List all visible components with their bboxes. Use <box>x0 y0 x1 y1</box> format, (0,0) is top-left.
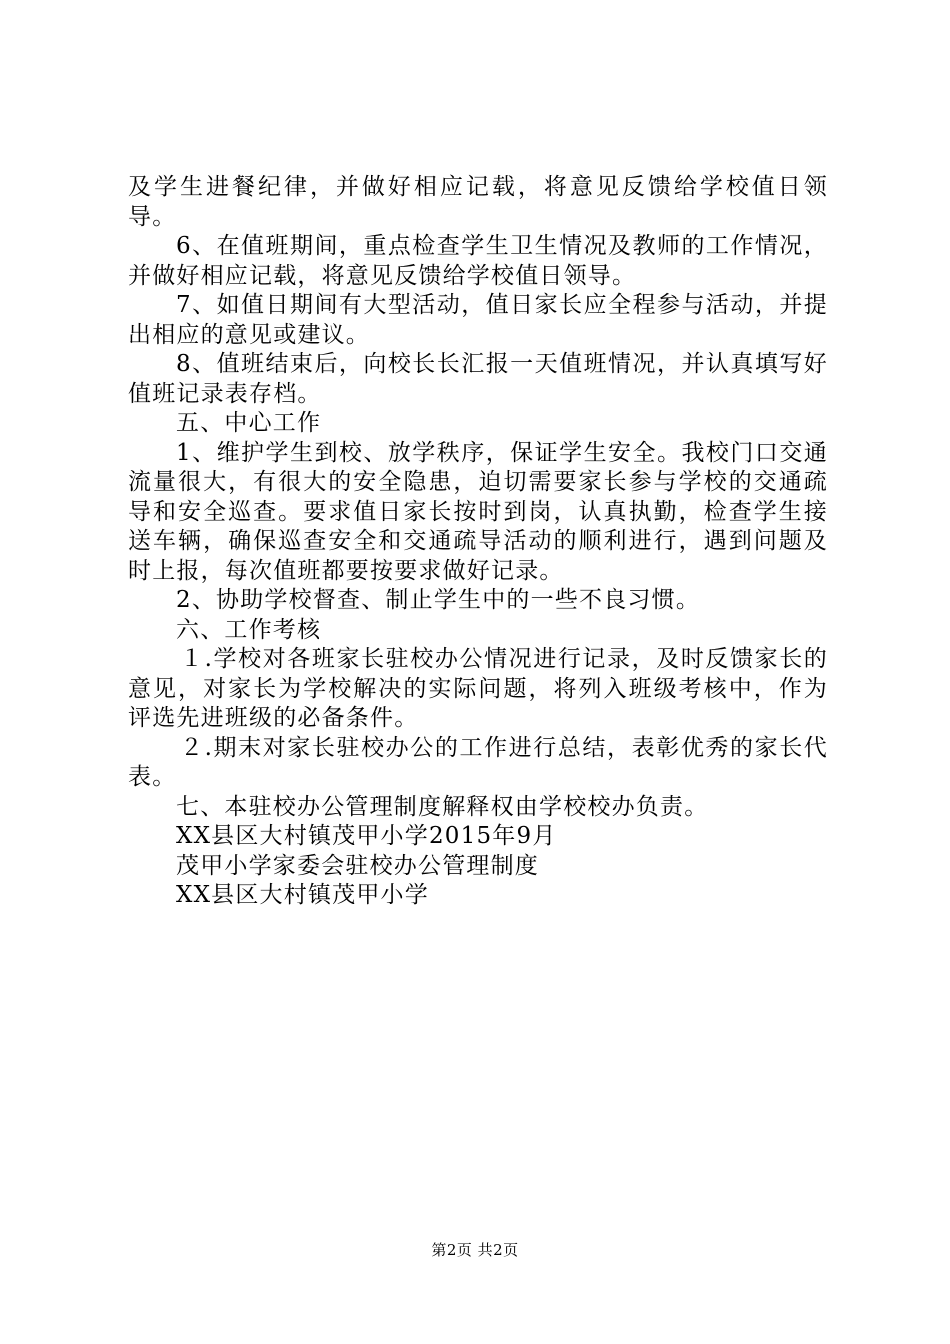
paragraph-assess-1: １.学校对各班家长驻校办公情况进行记录，及时反馈家长的意见，对家长为学校解决的实际问题，将列入班级考核中，作为评选先进班级的必备条件。 <box>128 646 828 731</box>
page-footer <box>0 1240 950 1260</box>
school-date-line: XX县区大村镇茂甲小学2015年9月 <box>176 823 557 849</box>
document-body <box>128 173 828 911</box>
paragraph-assess-2: ２.期末对家长驻校办公的工作进行总结，表彰优秀的家长代表。 <box>128 734 828 790</box>
paragraph-work-2: 2、协助学校督查、制止学生中的一些不良习惯。 <box>176 587 701 613</box>
section-heading-6: 六、工作考核 <box>176 616 322 643</box>
paragraph-continuation: 及学生进餐纪律，并做好相应记载，将意见反馈给学校值日领导。 <box>128 174 828 230</box>
school-name-line: XX县区大村镇茂甲小学 <box>176 882 429 908</box>
paragraph-item-7: 7、如值日期间有大型活动，值日家长应全程参与活动，并提出相应的意见或建议。 <box>128 292 828 348</box>
section-heading-7: 七、本驻校办公管理制度解释权由学校校办负责。 <box>176 793 709 820</box>
paragraph-item-8: 8、值班结束后，向校长长汇报一天值班情况，并认真填写好值班记录表存档。 <box>128 351 828 407</box>
page-number-label: 第2页 共2页 <box>431 1241 519 1259</box>
paragraph-item-6: 6、在值班期间，重点检查学生卫生情况及教师的工作情况，并做好相应记载，将意见反馈给学校值日领导。 <box>128 233 828 289</box>
section-heading-5: 五、中心工作 <box>176 410 322 436</box>
paragraph-work-1: 1、维护学生到校、放学秩序，保证学生安全。我校门口交通流量很大，有很大的安全隐患，迫切需要家长参与学校的交通疏导和安全巡查。要求值日家长按时到岗，认真执勤，检查学生接送车辆，确保巡查安全和交通疏导活动的顺利进行，遇到问题及时上报，每次值班都要按要求做好记录。 <box>128 439 828 584</box>
document-title-line: 茂甲小学家委会驻校办公管理制度 <box>176 852 539 879</box>
